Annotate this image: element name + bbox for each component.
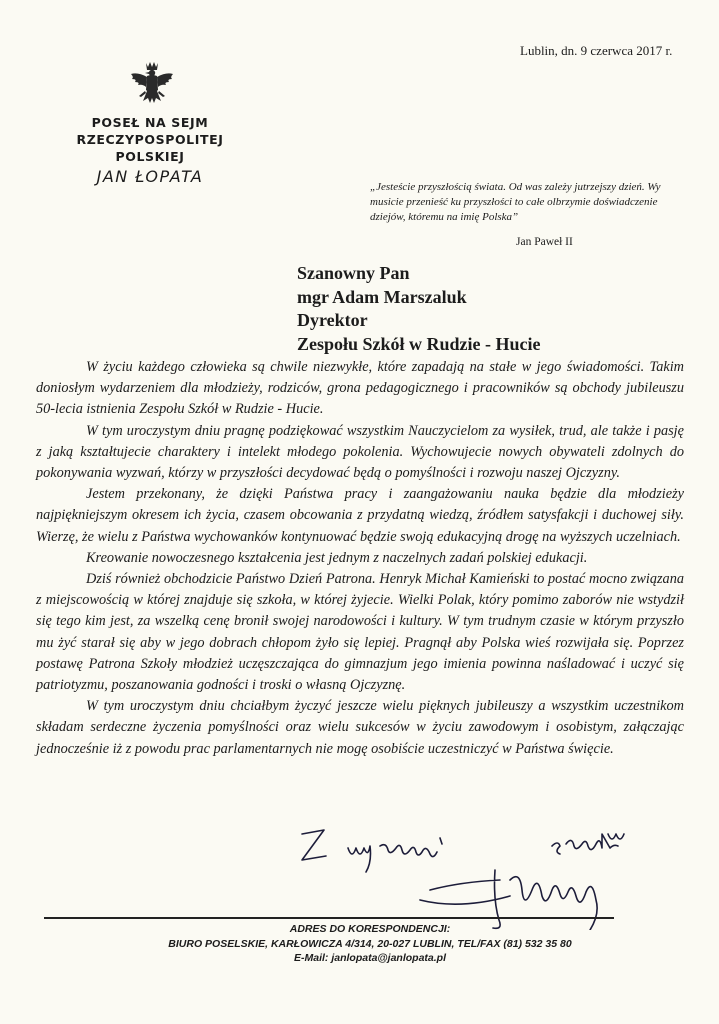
paragraph: Kreowanie nowoczesnego kształcenia jest jednym z naczelnych zadań polskiej edukacji. bbox=[86, 549, 588, 566]
paragraph: W życiu każdego człowieka są chwile niezwykłe, które zapadają na stałe w jego świadomości. Takim doniosłym wydarzeniem dla młodzieży, rodziców, grona pedagogicznego i pracowników są obchody jubileuszu 50-lecia istnienia Zespołu Szkół w Rudzie - Hucie. bbox=[36, 359, 684, 418]
letter-date: Lublin, dn. 9 czerwca 2017 r. bbox=[520, 43, 673, 58]
letterhead-subtitle: RZECZYPOSPOLITEJ POLSKIEJ bbox=[76, 132, 224, 164]
footer-office-address: BIURO POSELSKIE, KARŁOWICZA 4/314, 20-027 LUBLIN, TEL/FAX (81) 532 35 80 bbox=[168, 937, 572, 950]
motto-author: Jan Paweł II bbox=[516, 236, 573, 248]
paragraph: W tym uroczystym dniu chciałbym życzyć jeszcze wielu pięknych jubileuszy a wszystkim uczestnikom składam serdeczne życzenia pomyślności oraz wielu sukcesów w życiu zawodowym i osobistym, załączając jednocześnie iż z powodu prac parlamentarnych nie mogę osobiście uczestniczyć w Państwa święcie. bbox=[36, 698, 684, 757]
recipient-institution: Zespołu Szkół w Rudzie - Hucie bbox=[297, 333, 541, 354]
polish-eagle-emblem-icon bbox=[128, 60, 176, 110]
footer-email: E-Mail: janlopata@janlopata.pl bbox=[293, 952, 446, 964]
paragraph: Dziś również obchodzicie Państwo Dzień Patrona. Henryk Michał Kamieński to postać mocno związana z miejscowością w której znajduje się szkoła, w której żyjecie. Wielki Polak, który pomimo zaborów nie wstydził się tego kim jest, za wszelką cenę bronił swojej narodowości i kultury. W tym trudnym czasie w którym przyszło mu żyć starał się aby w jego dobrach chłopom żyło się lepiej. Pragnął aby Polska wieś rozwijała się. Poprzez postawę Patrona Szkoły młodzież uczęszczająca do gimnazjum jego imienia powinna naśladować i uczyć się patriotyzmu, poszanowania godności i troski o własną Ojczyznę. bbox=[36, 571, 684, 694]
recipient-name: mgr Adam Marszaluk bbox=[297, 286, 467, 307]
footer-address bbox=[110, 922, 630, 966]
footer-heading: ADRES DO KORESPONDENCJI: bbox=[289, 923, 451, 935]
letterhead bbox=[40, 114, 260, 188]
letterhead-name: JAN ŁOPATA bbox=[96, 167, 204, 186]
motto-quote: „Jesteście przyszłością świata. Od was zależy jutrzejszy dzień. Wy musicie przenieść ku przyszłości to całe olbrzymie doświadczenie dziejów, któremu na imię Polska” bbox=[370, 181, 661, 223]
letterhead-title: POSEŁ NA SEJM bbox=[91, 115, 209, 130]
recipient-block bbox=[297, 262, 541, 356]
footer-divider bbox=[44, 917, 614, 919]
letter-body bbox=[36, 357, 684, 760]
recipient-salutation: Szanowny Pan bbox=[297, 263, 410, 283]
handwritten-signature bbox=[290, 820, 690, 930]
paragraph: Jestem przekonany, że dzięki Państwa pracy i zaangażowaniu nauka będzie dla młodzieży najpiękniejszym okresem ich życia, czasem obcowania z przydatną wiedzą, źródłem satysfakcji i duchowej siły. Wierzę, że wielu z Państwa wychowanków kontynuować będzie swoją edukacyjną drogę na wyższych uczelniach. bbox=[36, 486, 684, 545]
recipient-title: Dyrektor bbox=[297, 310, 368, 330]
paragraph: W tym uroczystym dniu pragnę podziękować wszystkim Nauczycielom za wysiłek, trud, ale także i pasję z jaką kształtujecie charaktery i intelekt młodego pokolenia. Wychowujecie nowych obywateli zdolnych do pokonywania wyzwań, którzy w przyszłości decydować będą o pomyślności i rozwoju naszej Ojczyzny. bbox=[36, 422, 684, 482]
